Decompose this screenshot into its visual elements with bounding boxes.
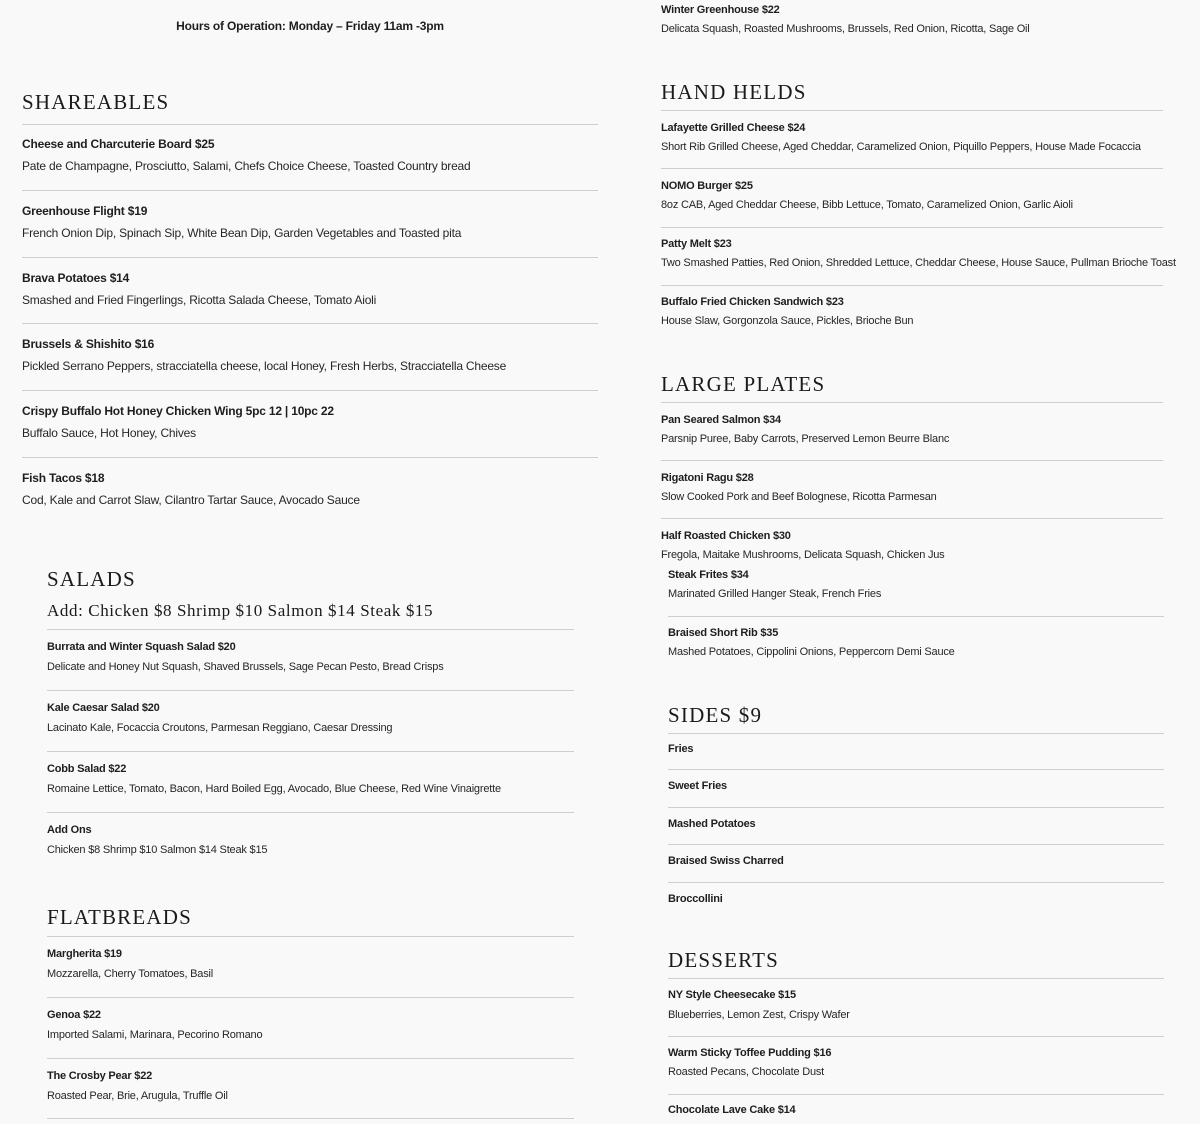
menu-item-description: 8oz CAB, Aged Cheddar Cheese, Bibb Lettuce, Tomato, Caramelized Onion, Garlic Aioli [661,199,1073,211]
item-divider [47,997,574,998]
menu-item-name: Genoa $22 [47,1009,101,1021]
menu-item-name: Fish Tacos $18 [22,471,105,485]
menu-item-name: Braised Short Rib $35 [668,627,779,639]
menu-item-name: Half Roasted Chicken $30 [661,530,791,542]
menu-item-description: Roasted Pear, Brie, Arugula, Truffle Oil [47,1090,228,1102]
item-divider [668,616,1164,617]
item-divider [668,1094,1164,1095]
menu-item-name: NOMO Burger $25 [661,180,753,192]
menu-item-description: Pickled Serrano Peppers, stracciatella cheese, local Honey, Fresh Herbs, Stracciatella Cheese [22,359,507,373]
section-title-desserts: DESSERTS [668,948,780,972]
side-item: Broccollini [668,893,723,905]
menu-item-description: Roasted Pecans, Chocolate Dust [668,1066,825,1078]
menu-item-name: Winter Greenhouse $22 [661,4,780,16]
section-divider [47,629,574,630]
section-divider [668,733,1164,734]
menu-item-name: Steak Frites $34 [668,569,749,581]
menu-item-description: French Onion Dip, Spinach Sip, White Bean Dip, Garden Vegetables and Toasted pita [22,226,462,240]
item-divider [661,168,1163,169]
item-divider [661,518,1163,519]
section-title-large-plates: LARGE PLATES [661,372,826,396]
menu-item-name: Brussels & Shishito $16 [22,337,155,351]
menu-item-description: Pate de Champagne, Prosciutto, Salami, Chefs Choice Cheese, Toasted Country bread [22,159,471,173]
menu-item-name: Lafayette Grilled Cheese $24 [661,122,806,134]
menu-item-name: Burrata and Winter Squash Salad $20 [47,641,236,653]
item-divider [47,690,574,691]
menu-item-name: Cheese and Charcuterie Board $25 [22,137,215,151]
item-divider [668,769,1164,770]
menu-item-name: Add Ons [47,824,92,836]
menu-item-description: Lacinato Kale, Focaccia Croutons, Parmesan Reggiano, Caesar Dressing [47,722,393,734]
menu-item-description: Chicken $8 Shrimp $10 Salmon $14 Steak $15 [47,844,268,856]
section-title-salads: SALADS [47,567,136,591]
menu-item-description: Buffalo Sauce, Hot Honey, Chives [22,426,196,440]
menu-item-description: Smashed and Fried Fingerlings, Ricotta Salada Cheese, Tomato Aioli [22,293,377,307]
section-divider [22,124,598,125]
item-divider [22,323,598,324]
menu-item-description: Imported Salami, Marinara, Pecorino Romano [47,1029,263,1041]
side-item: Braised Swiss Charred [668,855,784,867]
item-divider [661,227,1163,228]
section-title-hand-helds: HAND HELDS [661,80,807,104]
item-divider [668,882,1164,883]
menu-item-description: Mashed Potatoes, Cippolini Onions, Peppercorn Demi Sauce [668,646,955,658]
menu-item-description: Two Smashed Patties, Red Onion, Shredded Lettuce, Cheddar Cheese, House Sauce, Pullman Brioche Toast [661,257,1176,269]
menu-item-description: Fregola, Maitake Mushrooms, Delicata Squash, Chicken Jus [661,549,945,561]
menu-item-name: NY Style Cheesecake $15 [668,989,796,1001]
menu-item-name: Crispy Buffalo Hot Honey Chicken Wing 5pc 12 | 10pc 22 [22,404,334,418]
menu-item-name: Buffalo Fried Chicken Sandwich $23 [661,296,844,308]
menu-item-description: Slow Cooked Pork and Beef Bolognese, Ricotta Parmesan [661,491,937,503]
item-divider [668,844,1164,845]
section-title-flatbreads: FLATBREADS [47,905,193,929]
menu-item-name: Patty Melt $23 [661,238,732,250]
item-divider [47,751,574,752]
section-divider [47,936,574,937]
menu-item-description: Blueberries, Lemon Zest, Crispy Wafer [668,1009,850,1021]
menu-item-name: Rigatoni Ragu $28 [661,472,754,484]
menu-item-name: Kale Caesar Salad $20 [47,702,160,714]
menu-item-name: Brava Potatoes $14 [22,271,130,285]
hours-of-operation: Hours of Operation: Monday – Friday 11am -3pm [176,19,444,33]
item-divider [47,1118,574,1119]
menu-item-description: Short Rib Grilled Cheese, Aged Cheddar, Caramelized Onion, Piquillo Peppers, House Made Focaccia [661,141,1141,153]
section-title-shareables: SHAREABLES [22,90,170,114]
menu-item-description: Cod, Kale and Carrot Slaw, Cilantro Tartar Sauce, Avocado Sauce [22,493,360,507]
section-divider [661,402,1163,403]
item-divider [661,460,1163,461]
menu-item-description: Parsnip Puree, Baby Carrots, Preserved Lemon Beurre Blanc [661,433,950,445]
item-divider [47,1058,574,1059]
menu-item-description: Marinated Grilled Hanger Steak, French Fries [668,588,882,600]
item-divider [22,190,598,191]
menu-item-name: Greenhouse Flight $19 [22,204,148,218]
menu-item-description: Delicate and Honey Nut Squash, Shaved Brussels, Sage Pecan Pesto, Bread Crisps [47,661,444,673]
menu-item-description: House Slaw, Gorgonzola Sauce, Pickles, Brioche Bun [661,315,914,327]
item-divider [22,457,598,458]
item-divider [22,390,598,391]
item-divider [22,257,598,258]
menu-item-name: Chocolate Lave Cake $14 [668,1104,796,1116]
side-item: Sweet Fries [668,780,727,792]
menu-item-name: Warm Sticky Toffee Pudding $16 [668,1047,832,1059]
menu-item-name: The Crosby Pear $22 [47,1070,153,1082]
side-item: Fries [668,743,694,755]
menu-item-name: Margherita $19 [47,948,122,960]
item-divider [668,1036,1164,1037]
side-item: Mashed Potatoes [668,818,756,830]
section-divider [661,110,1163,111]
salads-add-ons-subtitle: Add: Chicken $8 Shrimp $10 Salmon $14 Steak $15 [47,601,434,620]
item-divider [661,285,1163,286]
menu-item-name: Cobb Salad $22 [47,763,127,775]
menu-item-description: Romaine Lettice, Tomato, Bacon, Hard Boiled Egg, Avocado, Blue Cheese, Red Wine Vinaigrette [47,783,501,795]
item-divider [47,812,574,813]
menu-item-name: Pan Seared Salmon $34 [661,414,781,426]
menu-item-description: Mozzarella, Cherry Tomatoes, Basil [47,968,214,980]
item-divider [668,807,1164,808]
section-divider [668,978,1164,979]
menu-item-description: Delicata Squash, Roasted Mushrooms, Brussels, Red Onion, Ricotta, Sage Oil [661,23,1030,35]
section-title-sides: SIDES $9 [668,703,763,727]
